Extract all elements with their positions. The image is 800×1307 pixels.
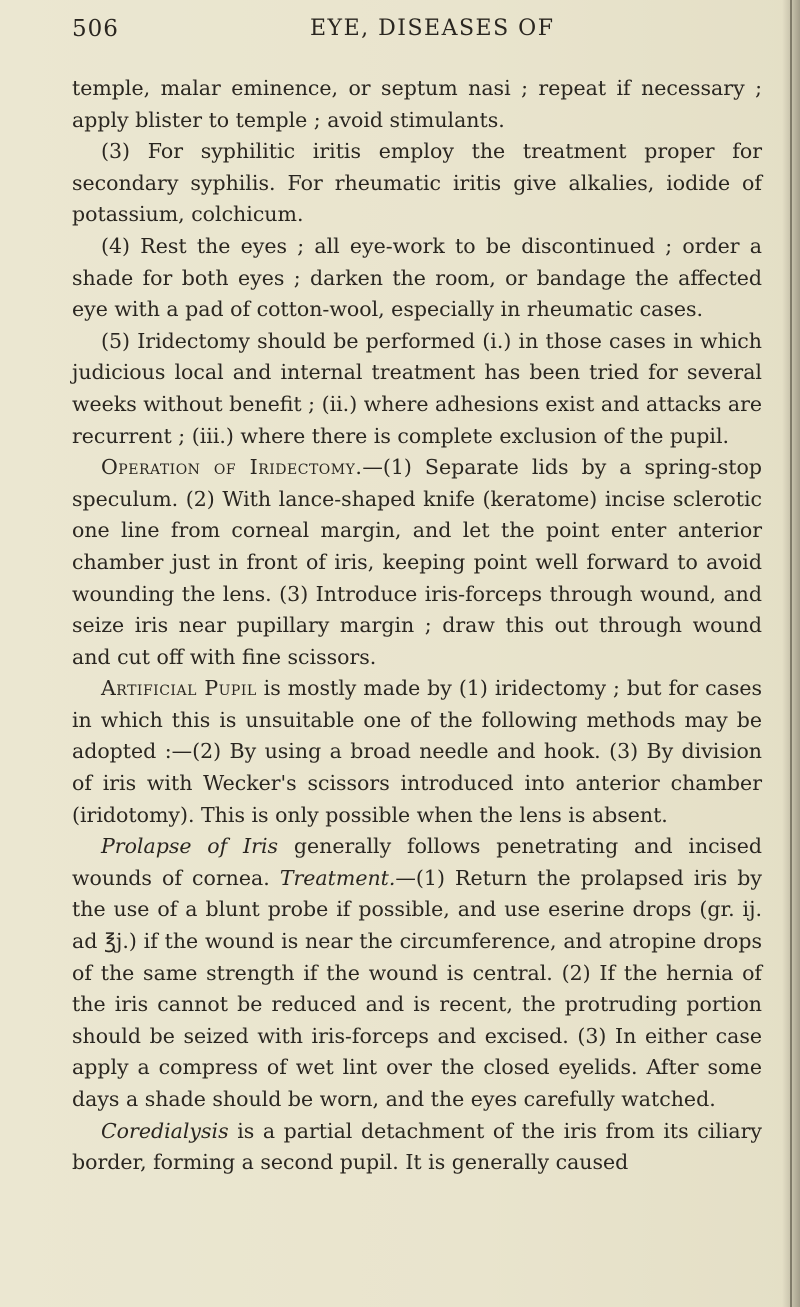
paragraph-text: (4) Rest the eyes ; all eye-work to be discontinued ; order a shade for both eyes ; darken the room, or bandage the affected eye with a pad of cotton-wool, especially in rheumatic cases. [72, 233, 762, 322]
paragraph-text: —(1) Separate lids by a spring-stop speculum. (2) With lance-shaped knife (keratome) incise sclerotic one line from corneal margin, and let the point enter anterior chamber just in front of iris, keeping point well forward to avoid wounding the lens. (3) Introduce iris-forceps through wound, and seize iris near pupillary margin ; draw this out through wound and cut off with fine scissors. [72, 455, 762, 669]
page-edge-line [790, 0, 792, 1307]
page-number: 506 [72, 16, 119, 42]
paragraph-text: is mostly made by (1) iridectomy ; but for cases in which this is unsuitable one of the following methods may be adopted :—(2) By using a broad needle and hook. (3) By division of iris with Wecker's scissors introduced into anterior chamber (iridotomy). This is only possible when the lens is absent. [72, 676, 763, 827]
paragraph-operation-iridectomy [72, 452, 762, 673]
section-heading: Prolapse of Iris [101, 834, 279, 859]
running-head: EYE, DISEASES OF [310, 16, 555, 41]
page-header [72, 16, 752, 56]
section-heading: Operation of Iridectomy. [101, 455, 363, 480]
paragraph-text: temple, malar eminence, or septum nasi ; repeat if necessary ; apply blister to temple ; avoid stimulants. [72, 76, 762, 132]
paragraph-iridectomy-indications [72, 326, 762, 452]
paragraph-text: (5) Iridectomy should be performed (i.) in those cases in which judicious local and internal treatment has been tried for several weeks without benefit ; (ii.) where adhesions exist and attacks are recurrent ; (iii.) where there is complete exclusion of the pupil. [72, 328, 762, 448]
treatment-label: Treatment. [279, 865, 396, 890]
paragraph-text: generally follows penetrating and incised wounds of cornea. [72, 834, 762, 890]
section-heading: Coredialysis [101, 1118, 229, 1143]
paragraph-coredialysis [72, 1116, 762, 1179]
paragraph-text: (3) For syphilitic iritis employ the treatment proper for secondary syphilis. For rheumatic iritis give alkalies, iodide of potassium, colchicum. [72, 139, 762, 227]
section-heading: Artificial Pupil [101, 676, 257, 701]
body-text [72, 73, 762, 1179]
paragraph-text: —(1) Return the prolapsed iris by the use of a blunt probe if possible, and use eserine drops (gr. ij. ad ℥j.) if the wound is near the circumference, and atropine drops of the same strength if the wound is central. (2) If the hernia of the iris cannot be reduced and is recent, the protruding portion should be seized with iris-forceps and excised. (3) In either case apply a compress of wet lint over the closed eyelids. After some days a shade should be worn, and the eyes carefully watched. [72, 865, 762, 1111]
paragraph-rest-eyes [72, 231, 762, 326]
paragraph-artificial-pupil [72, 673, 762, 831]
paragraph-prolapse-iris [72, 831, 762, 1115]
paragraph-syphilitic-iritis [72, 136, 762, 231]
paragraph-continuation [72, 73, 762, 136]
paragraph-text: is a partial detachment of the iris from its ciliary border, forming a second pupil. It is generally caused [72, 1118, 762, 1175]
